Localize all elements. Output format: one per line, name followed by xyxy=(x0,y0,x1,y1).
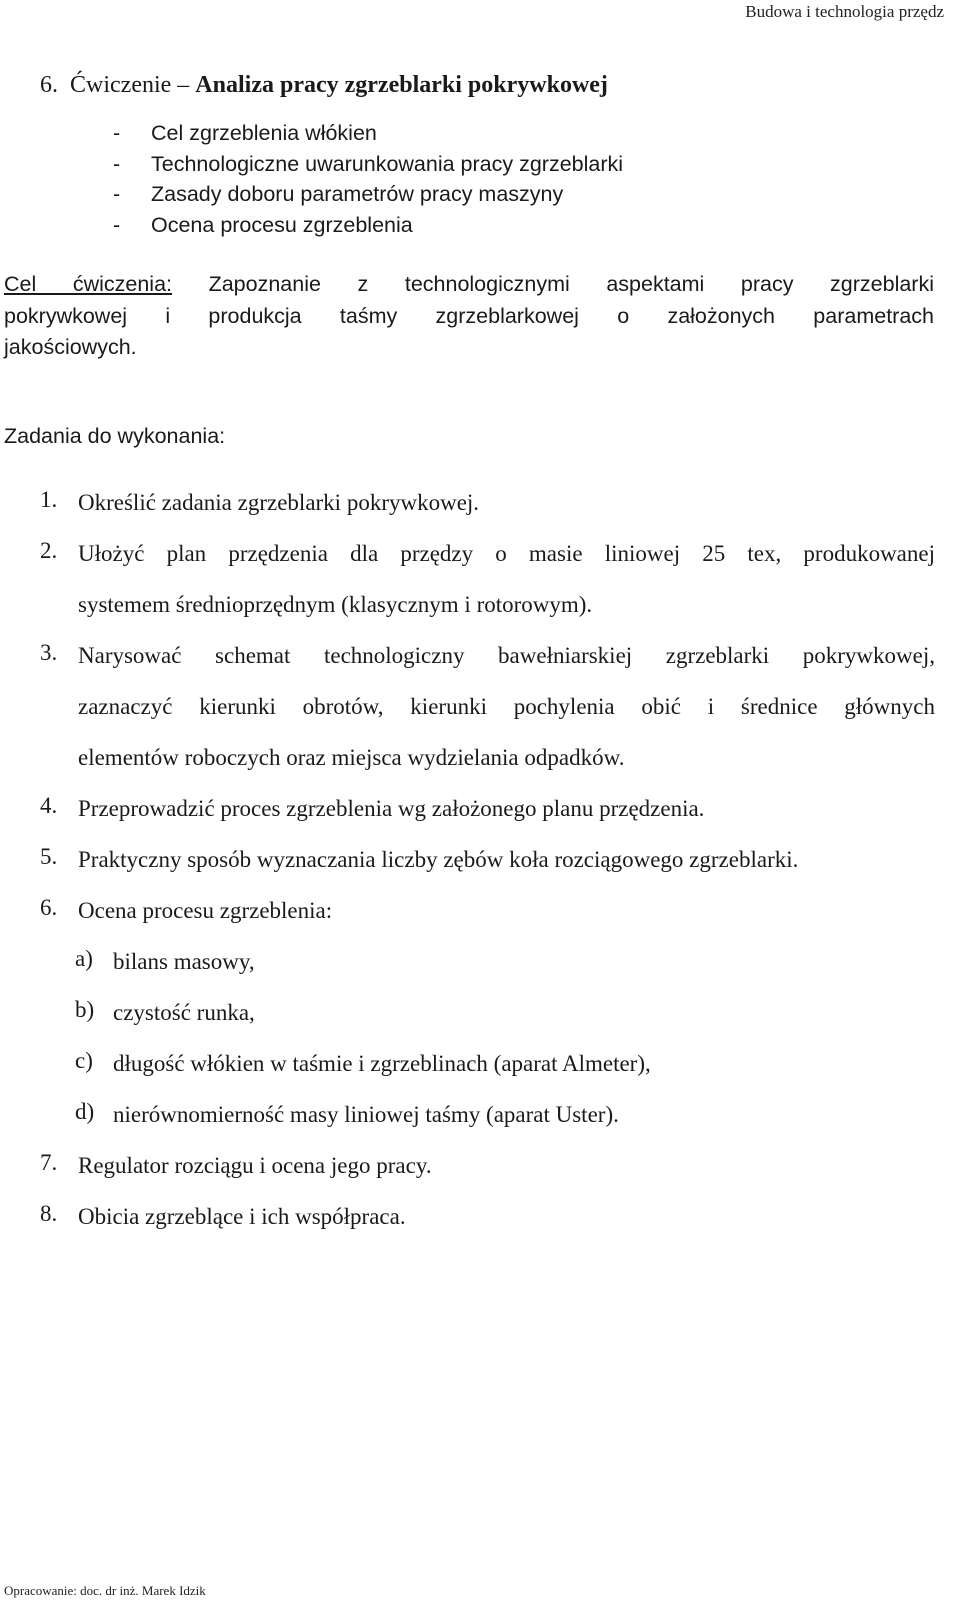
task-item: 3. Narysować schemat technologiczny bawełniarskiej zgrzeblarki pokrywkowej, zaznaczyć kierunki obrotów, kierunki pochylenia obić i średnice głównych elementów roboczych oraz miejsca wydzielania odpadków. xyxy=(40,640,935,770)
topic-list xyxy=(113,118,623,240)
tasks-heading: Zadania do wykonania: xyxy=(4,424,226,448)
running-header: Budowa i technologia przędz xyxy=(745,2,944,21)
task-item: 5. Praktyczny sposób wyznaczania liczby zębów koła rozciągowego zgrzeblarki. xyxy=(40,844,799,872)
topic-item: - Technologiczne uwarunkowania pracy zgrzeblarki xyxy=(113,151,624,176)
exercise-goal xyxy=(4,269,934,364)
task-list xyxy=(40,487,935,1252)
goal-line-1: Cel ćwiczenia: Zapoznanie z technologicznymi aspektami pracy zgrzeblarki xyxy=(4,272,934,296)
task-item: 1. Określić zadania zgrzeblarki pokrywkowej. xyxy=(40,487,480,515)
section-prefix: Ćwiczenie – xyxy=(70,72,196,98)
subtask-item: b) czystość runka, xyxy=(75,997,255,1025)
topic-item: - Cel zgrzeblenia włókien xyxy=(113,121,377,145)
task-item: 7. Regulator rozciągu i ocena jego pracy. xyxy=(40,1150,432,1178)
task-item: 6. Ocena procesu zgrzeblenia: xyxy=(40,895,333,923)
subtask-item: a) bilans masowy, xyxy=(75,946,255,974)
topic-item: - Ocena procesu zgrzeblenia xyxy=(113,212,413,237)
goal-label: Cel ćwiczenia: xyxy=(4,272,173,296)
subtask-item: c) długość włókien w taśmie i zgrzeblinach (aparat Almeter), xyxy=(75,1048,651,1076)
section-title xyxy=(40,72,608,99)
topic-item: - Zasady doboru parametrów pracy maszyny xyxy=(113,182,564,206)
task-item: 8. Obicia zgrzeblące i ich współpraca. xyxy=(40,1201,406,1229)
section-number: 6. xyxy=(40,72,58,98)
section-title-text: Analiza pracy zgrzeblarki pokrywkowej xyxy=(195,72,608,98)
goal-line-3: jakościowych. xyxy=(4,335,137,359)
subtask-item: d) nierównomierność masy liniowej taśmy (aparat Uster). xyxy=(75,1099,619,1127)
goal-line-2: pokrywkowej i produkcja taśmy zgrzeblarkowej o założonych parametrach xyxy=(4,303,934,328)
running-footer: Opracowanie: doc. dr inż. Marek Idzik xyxy=(4,1583,206,1598)
task-item: 2. Ułożyć plan przędzenia dla przędzy o masie liniowej 25 tex, produkowanej systemem średnioprzędnym (klasycznym i rotorowym). xyxy=(40,538,935,617)
task-item: 4. Przeprowadzić proces zgrzeblenia wg założonego planu przędzenia. xyxy=(40,793,705,821)
